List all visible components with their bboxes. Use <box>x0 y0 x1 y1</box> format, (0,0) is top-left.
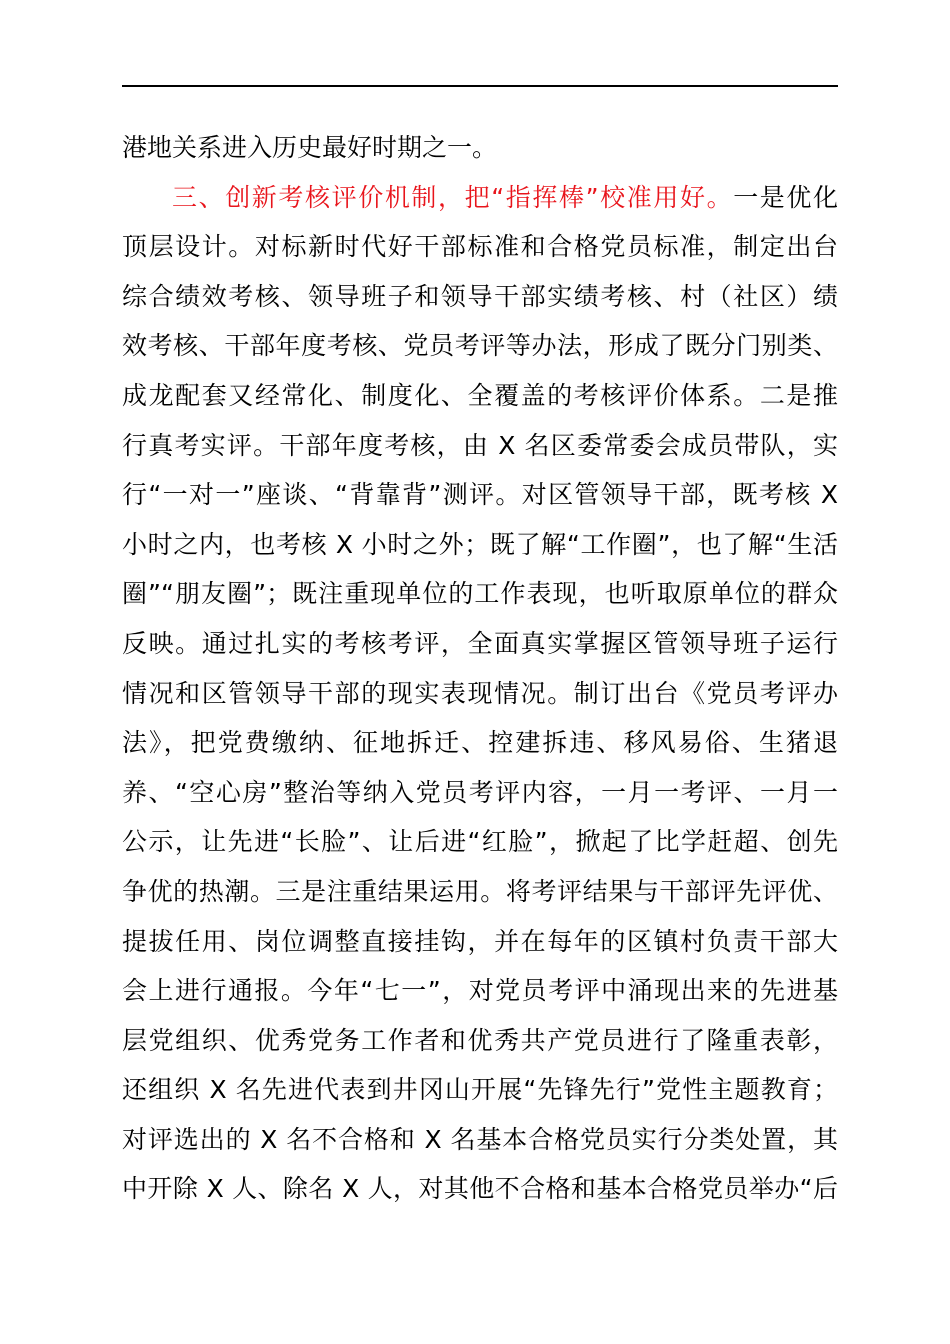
paragraph-line: 行“一对一”座谈、“背靠背”测评。对区管领导干部，既考核 X <box>122 480 838 510</box>
paragraph-line: 效考核、干部年度考核、党员考评等办法，形成了既分门别类、 <box>122 331 838 361</box>
continued-paragraph-line: 港地关系进入历史最好时期之一。 <box>122 133 498 162</box>
section-first-line <box>122 173 838 223</box>
paragraph-line: 小时之内，也考核 X 小时之外；既了解“工作圈”，也了解“生活 <box>122 529 838 559</box>
paragraph-line: 提拔任用、岗位调整直接挂钩，并在每年的区镇村负责干部大 <box>122 926 838 956</box>
paragraph-line: 争优的热潮。三是注重结果运用。将考评结果与干部评先评优、 <box>122 876 838 906</box>
paragraph-line: 会上进行通报。今年“七一”，对党员考评中涌现出来的先进基 <box>122 976 838 1006</box>
document-body <box>122 123 838 1214</box>
paragraph-line: 综合绩效考核、领导班子和领导干部实绩考核、村（社区）绩 <box>122 281 838 311</box>
header-rule <box>122 85 838 87</box>
paragraph-line: 情况和区管领导干部的现实表现情况。制订出台《党员考评办 <box>122 678 838 708</box>
paragraph-line: 顶层设计。对标新时代好干部标准和合格党员标准，制定出台 <box>122 232 838 262</box>
paragraph-line: 圈”“朋友圈”；既注重现单位的工作表现，也听取原单位的群众 <box>122 579 838 609</box>
paragraph-line: 公示，让先进“长脸”、让后进“红脸”，掀起了比学赶超、创先 <box>122 827 838 857</box>
paragraph-line: 法》，把党费缴纳、征地拆迁、控建拆违、移风易俗、生猪退 <box>122 728 838 758</box>
paragraph-line: 成龙配套又经常化、制度化、全覆盖的考核评价体系。二是推 <box>122 380 838 410</box>
section-first-line-rest: 一是优化 <box>733 182 838 212</box>
paragraph-line: 对评选出的 X 名不合格和 X 名基本合格党员实行分类处置，其 <box>122 1124 838 1154</box>
paragraph-line: 层党组织、优秀党务工作者和优秀共产党员进行了隆重表彰， <box>122 1025 838 1055</box>
section-heading: 三、创新考核评价机制，把“指挥棒”校准用好。 <box>172 182 734 212</box>
paragraph-line: 行真考实评。干部年度考核，由 X 名区委常委会成员带队，实 <box>122 430 838 460</box>
paragraph-line: 中开除 X 人、除名 X 人，对其他不合格和基本合格党员举办“后 <box>122 1174 838 1204</box>
paragraph-line: 反映。通过扎实的考核考评，全面真实掌握区管领导班子运行 <box>122 628 838 658</box>
paragraph-line: 还组织 X 名先进代表到井冈山开展“先锋先行”党性主题教育； <box>122 1075 838 1105</box>
paragraph-line: 养、“空心房”整治等纳入党员考评内容，一月一考评、一月一 <box>122 777 838 807</box>
